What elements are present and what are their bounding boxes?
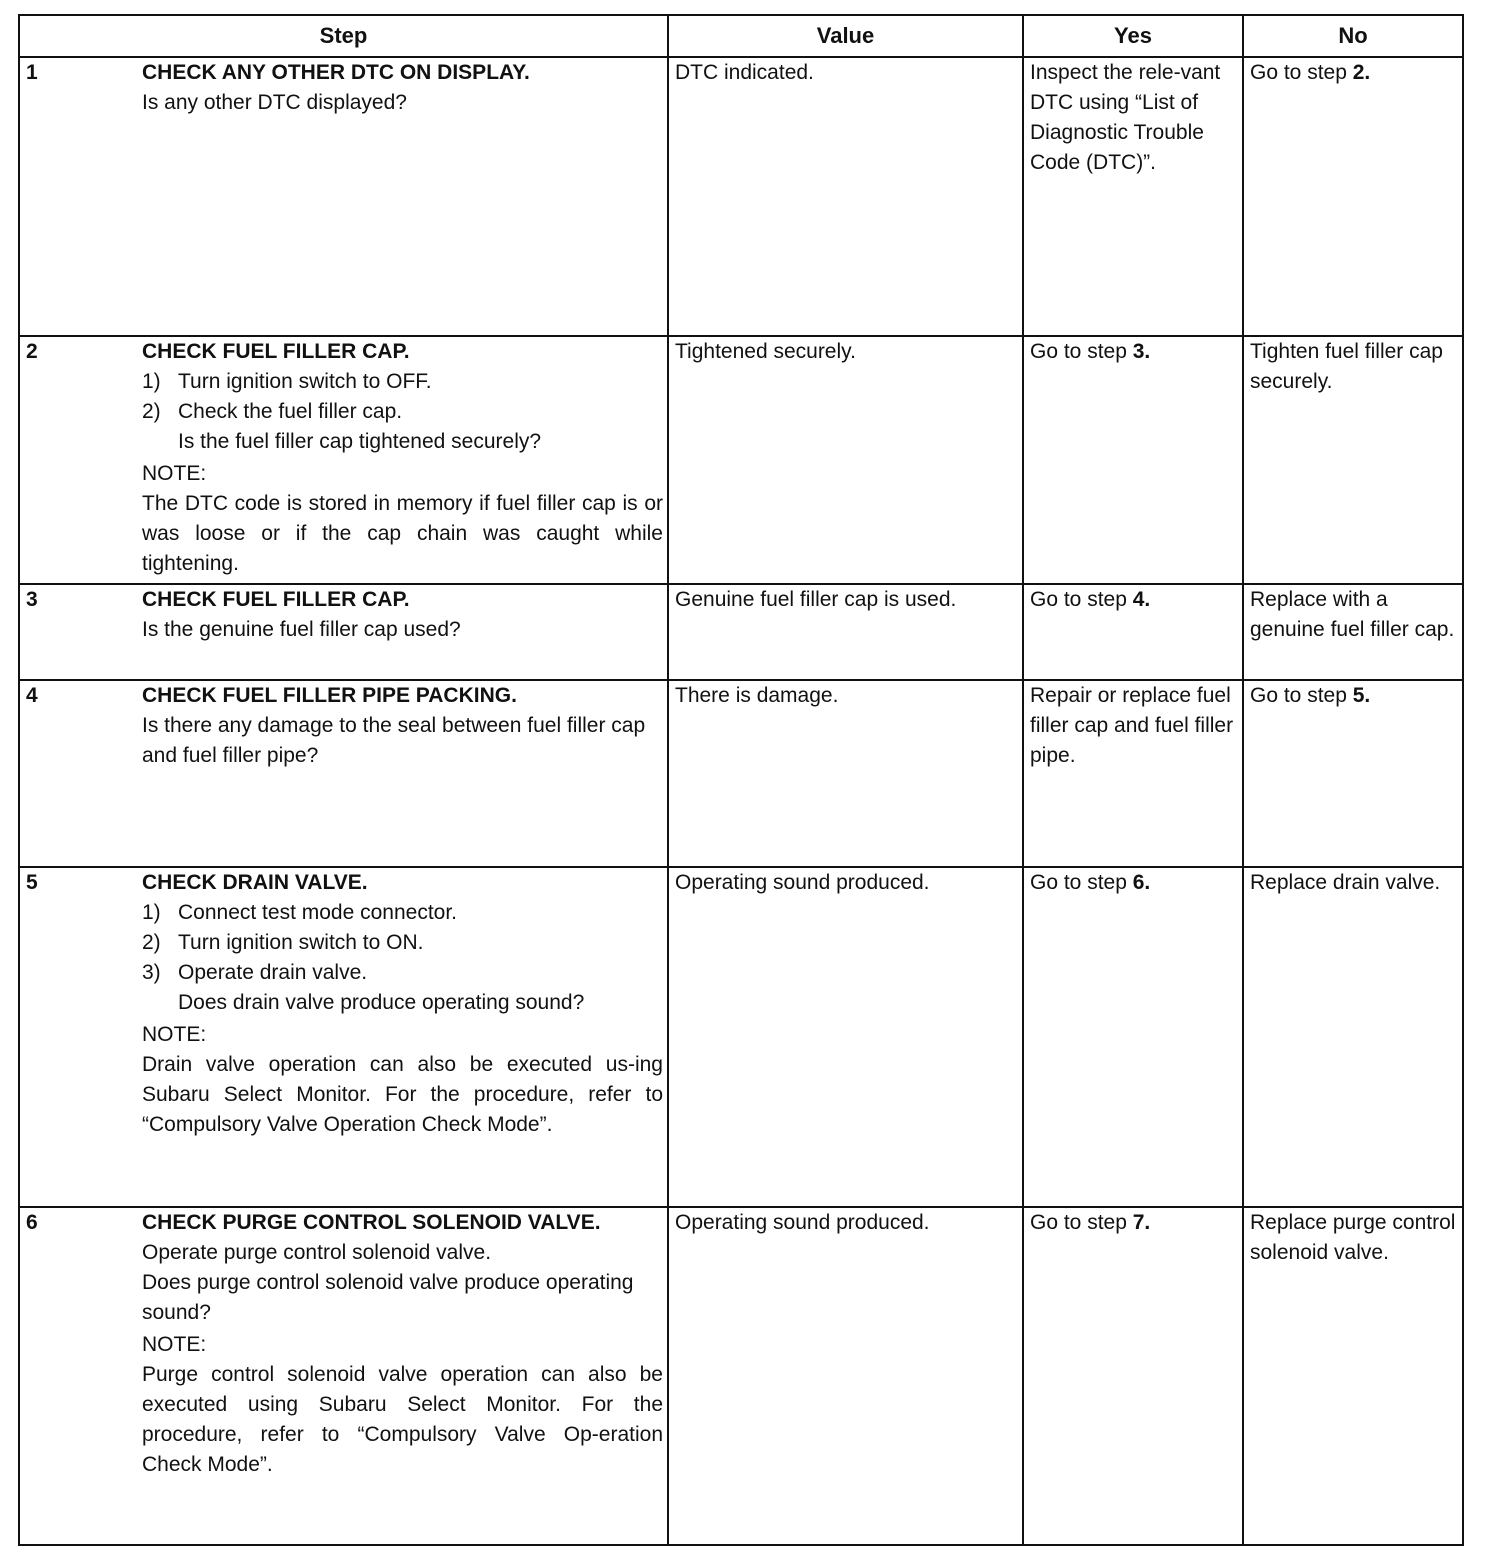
step-title: CHECK FUEL FILLER CAP. bbox=[142, 588, 410, 611]
step-item bbox=[142, 958, 663, 988]
no-cell: Tighten fuel filler cap securely. bbox=[1243, 336, 1463, 584]
yes-cell bbox=[1023, 867, 1243, 1207]
yes-step-ref: 3. bbox=[1132, 340, 1151, 363]
table-row bbox=[19, 867, 1463, 1207]
no-cell bbox=[1243, 680, 1463, 867]
step-item bbox=[142, 898, 663, 928]
step-question: Is the genuine fuel filler cap used? bbox=[142, 618, 461, 641]
yes-cell bbox=[1023, 336, 1243, 584]
no-step-ref: 2. bbox=[1352, 61, 1371, 84]
note-label: NOTE: bbox=[142, 1333, 207, 1356]
no-cell bbox=[1243, 57, 1463, 336]
diagnostic-table-container bbox=[18, 14, 1464, 1546]
note-label: NOTE: bbox=[142, 1023, 207, 1046]
yes-text: Go to step bbox=[1030, 1211, 1133, 1234]
value-cell: Operating sound produced. bbox=[668, 1207, 1023, 1545]
step-cell bbox=[142, 336, 668, 584]
item-text: Operate drain valve. bbox=[178, 961, 368, 984]
table-row bbox=[19, 57, 1463, 336]
step-title: CHECK FUEL FILLER PIPE PACKING. bbox=[142, 684, 517, 707]
item-number: 2) bbox=[142, 931, 161, 954]
table-row bbox=[19, 336, 1463, 584]
item-text: Turn ignition switch to OFF. bbox=[178, 370, 432, 393]
step-number: 5 bbox=[19, 867, 142, 1207]
step-question: Does purge control solenoid valve produce operating sound? bbox=[142, 1271, 634, 1324]
step-title: CHECK PURGE CONTROL SOLENOID VALVE. bbox=[142, 1211, 601, 1234]
table-row bbox=[19, 584, 1463, 680]
step-number: 3 bbox=[19, 584, 142, 680]
yes-text: Go to step bbox=[1030, 588, 1133, 611]
header-row bbox=[19, 15, 1463, 57]
step-item bbox=[142, 397, 663, 427]
step-cell bbox=[142, 867, 668, 1207]
yes-cell: Inspect the rele-vant DTC using “List of Diagnostic Trouble Code (DTC)”. bbox=[1023, 57, 1243, 336]
note-text: Purge control solenoid valve operation can also be executed using Subaru Select Monitor. For the procedure, refer to “Compulsory Valve Op-eration Check Mode”. bbox=[142, 1363, 663, 1476]
step-question: Is there any damage to the seal between fuel filler cap and fuel filler pipe? bbox=[142, 714, 646, 767]
step-question: Is the fuel filler cap tightened securely? bbox=[178, 430, 542, 453]
value-cell: Operating sound produced. bbox=[668, 867, 1023, 1207]
no-cell: Replace with a genuine fuel filler cap. bbox=[1243, 584, 1463, 680]
note-text: The DTC code is stored in memory if fuel filler cap is or was loose or if the cap chain was caught while tightening. bbox=[142, 492, 663, 575]
value-cell: Genuine fuel filler cap is used. bbox=[668, 584, 1023, 680]
no-text: Go to step bbox=[1250, 684, 1353, 707]
note-label: NOTE: bbox=[142, 462, 207, 485]
value-cell: DTC indicated. bbox=[668, 57, 1023, 336]
yes-cell bbox=[1023, 1207, 1243, 1545]
step-number: 2 bbox=[19, 336, 142, 584]
yes-text: Go to step bbox=[1030, 340, 1133, 363]
step-cell bbox=[142, 1207, 668, 1545]
yes-cell bbox=[1023, 584, 1243, 680]
header-yes: Yes bbox=[1023, 15, 1243, 57]
item-number: 3) bbox=[142, 961, 161, 984]
step-cell bbox=[142, 680, 668, 867]
yes-step-ref: 6. bbox=[1132, 871, 1151, 894]
table-row bbox=[19, 680, 1463, 867]
step-question: Is any other DTC displayed? bbox=[142, 91, 407, 114]
step-question: Does drain valve produce operating sound? bbox=[178, 991, 585, 1014]
yes-step-ref: 4. bbox=[1132, 588, 1151, 611]
header-step: Step bbox=[19, 15, 668, 57]
step-number: 1 bbox=[19, 57, 142, 336]
step-item bbox=[142, 928, 663, 958]
no-text: Go to step bbox=[1250, 61, 1353, 84]
step-cell bbox=[142, 57, 668, 336]
note-text: Drain valve operation can also be executed us-ing Subaru Select Monitor. For the procedure, refer to “Compulsory Valve Operation Check Mode”. bbox=[142, 1053, 663, 1136]
yes-text: Go to step bbox=[1030, 871, 1133, 894]
step-item bbox=[142, 367, 663, 397]
header-no: No bbox=[1243, 15, 1463, 57]
step-number: 4 bbox=[19, 680, 142, 867]
value-cell: Tightened securely. bbox=[668, 336, 1023, 584]
item-text: Turn ignition switch to ON. bbox=[178, 931, 424, 954]
value-cell: There is damage. bbox=[668, 680, 1023, 867]
no-cell: Replace drain valve. bbox=[1243, 867, 1463, 1207]
item-number: 1) bbox=[142, 370, 161, 393]
no-step-ref: 5. bbox=[1352, 684, 1371, 707]
step-cell bbox=[142, 584, 668, 680]
header-value: Value bbox=[668, 15, 1023, 57]
item-number: 1) bbox=[142, 901, 161, 924]
yes-cell: Repair or replace fuel filler cap and fuel filler pipe. bbox=[1023, 680, 1243, 867]
step-title: CHECK FUEL FILLER CAP. bbox=[142, 340, 410, 363]
item-number: 2) bbox=[142, 400, 161, 423]
yes-step-ref: 7. bbox=[1132, 1211, 1151, 1234]
step-title: CHECK DRAIN VALVE. bbox=[142, 871, 368, 894]
diagnostic-table bbox=[18, 14, 1464, 1546]
step-title: CHECK ANY OTHER DTC ON DISPLAY. bbox=[142, 61, 530, 84]
no-cell: Replace purge control solenoid valve. bbox=[1243, 1207, 1463, 1545]
table-row bbox=[19, 1207, 1463, 1545]
step-number: 6 bbox=[19, 1207, 142, 1545]
item-text: Connect test mode connector. bbox=[178, 901, 457, 924]
item-text: Check the fuel filler cap. bbox=[178, 400, 403, 423]
step-instruction: Operate purge control solenoid valve. bbox=[142, 1241, 492, 1264]
